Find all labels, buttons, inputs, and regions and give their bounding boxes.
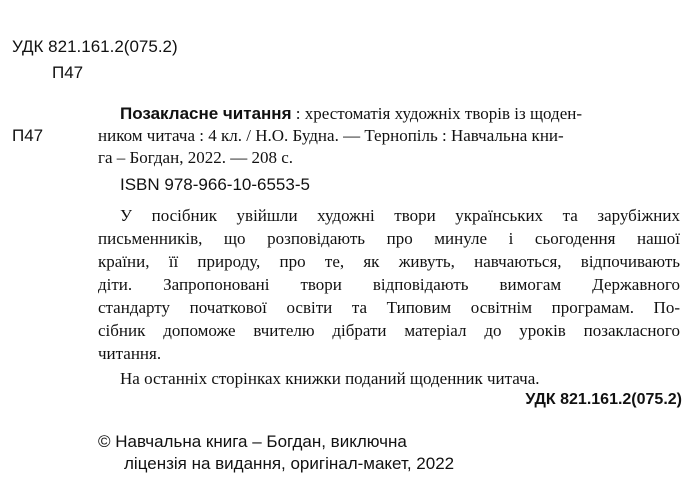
annotation-text: сібник допоможе вчителю дібрати матеріал до уроків позакласного — [98, 321, 680, 340]
annotation-text: країни, її природу, про те, як живуть, навчаються, відпочивають — [98, 252, 680, 271]
copyright-line-2: ліцензія на видання, оригінал-макет, 2022 — [124, 454, 455, 473]
annotation-line-2 — [98, 228, 680, 250]
bib-line-1 — [120, 103, 680, 125]
annotation-text: У посібник увійшли художні твори українських та зарубіжних — [120, 206, 680, 225]
bib-line-2: ником читача : 4 кл. / Н.О. Будна. — Тернопіль : Навчальна кни- — [98, 126, 564, 145]
bib-line-3: га – Богдан, 2022. — 208 с. — [98, 148, 293, 167]
bib-line-1-rest: : хрестоматія художніх творів із щоден- — [291, 104, 582, 123]
annotation-line-5 — [98, 297, 680, 319]
annotation-line-1 — [120, 205, 680, 227]
isbn: ISBN 978-966-10-6553-5 — [120, 175, 310, 194]
annotation-line-4 — [98, 274, 680, 296]
annotation-last-paragraph: На останніх сторінках книжки поданий щоденник читача. — [120, 369, 540, 388]
annotation-line-6 — [98, 320, 680, 342]
udk-footer: УДК 821.161.2(075.2) — [525, 391, 682, 408]
copyright-line-1: © Навчальна книга – Богдан, виключна — [98, 432, 407, 451]
author-mark: П47 — [52, 63, 84, 82]
book-title: Позакласне читання — [120, 104, 292, 123]
annotation-text: діти. Запропоновані твори відповідають вимогам Державного — [98, 275, 680, 294]
annotation-text: письменників, що розповідають про минуле і сьогодення нашої — [98, 229, 680, 248]
side-author-mark: П47 — [12, 126, 44, 145]
udk-header: УДК 821.161.2(075.2) — [12, 37, 178, 56]
annotation-line-3 — [98, 251, 680, 273]
annotation-text: стандарту початкової освіти та Типовим освітнім програмам. По- — [98, 298, 680, 317]
annotation-line-7: читання. — [98, 344, 162, 363]
